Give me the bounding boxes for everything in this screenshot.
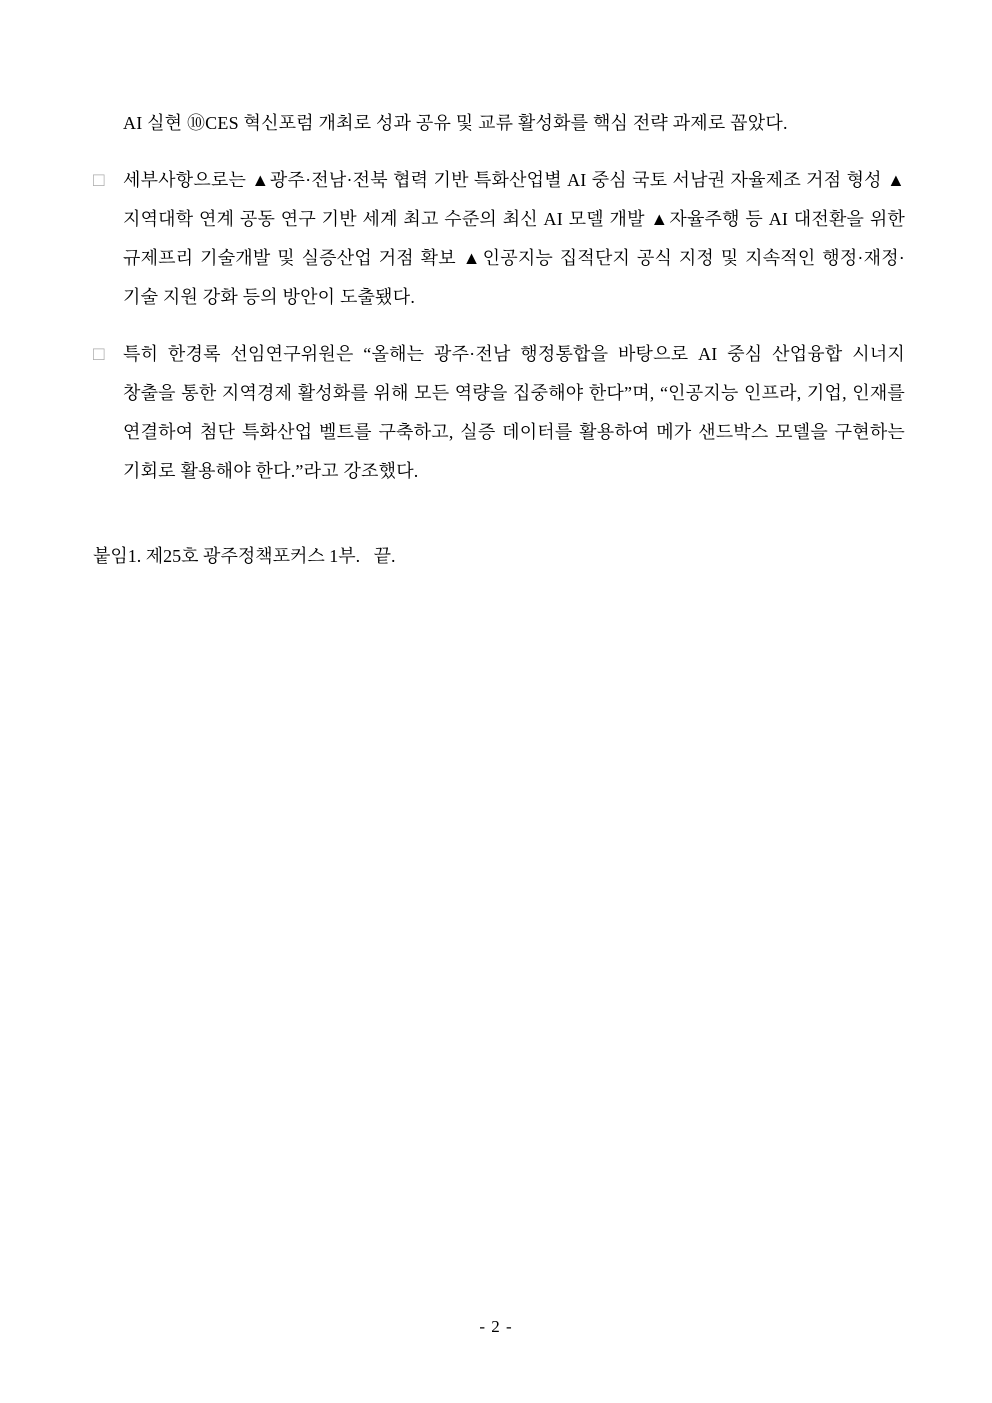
page-number: - 2 - — [479, 1317, 513, 1336]
paragraph-text: 특히 한경록 선임연구위원은 “올해는 광주·전남 행정통합을 바탕으로 AI 중심 산업융합 시너지 창출을 통한 지역경제 활성화를 위해 모든 역량을 집중해야 한다”며, “인공지능 인프라, 기업, 인재를 연결하여 첨단 특화산업 벨트를 구축하고, 실증 데이터를 활용하여 메가 샌드박스 모델을 구현하는 기회로 활용해야 한다.”라고 강조했다. — [123, 344, 905, 481]
document-body — [93, 104, 905, 576]
square-bullet-icon: □ — [93, 170, 105, 191]
paragraph-continuation — [93, 104, 905, 143]
paragraph-details — [93, 161, 905, 317]
attachment-note: 붙임1. 제25호 광주정책포커스 1부. 끝. — [93, 546, 396, 566]
paragraph-text: AI 실현 ⑩CES 혁신포럼 개최로 성과 공유 및 교류 활성화를 핵심 전략 과제로 꼽았다. — [123, 113, 788, 133]
paragraph-text: 세부사항으로는 ▲광주·전남·전북 협력 기반 특화산업별 AI 중심 국토 서남권 자율제조 거점 형성 ▲지역대학 연계 공동 연구 기반 세계 최고 수준의 최신 AI 모델 개발 ▲자율주행 등 AI 대전환을 위한 규제프리 기술개발 및 실증산업 거점 확보 ▲인공지능 집적단지 공식 지정 및 지속적인 행정·재정·기술 지원 강화 등의 방안이 도출됐다. — [123, 170, 905, 307]
square-bullet-icon: □ — [93, 344, 105, 365]
paragraph-quote — [93, 335, 905, 491]
